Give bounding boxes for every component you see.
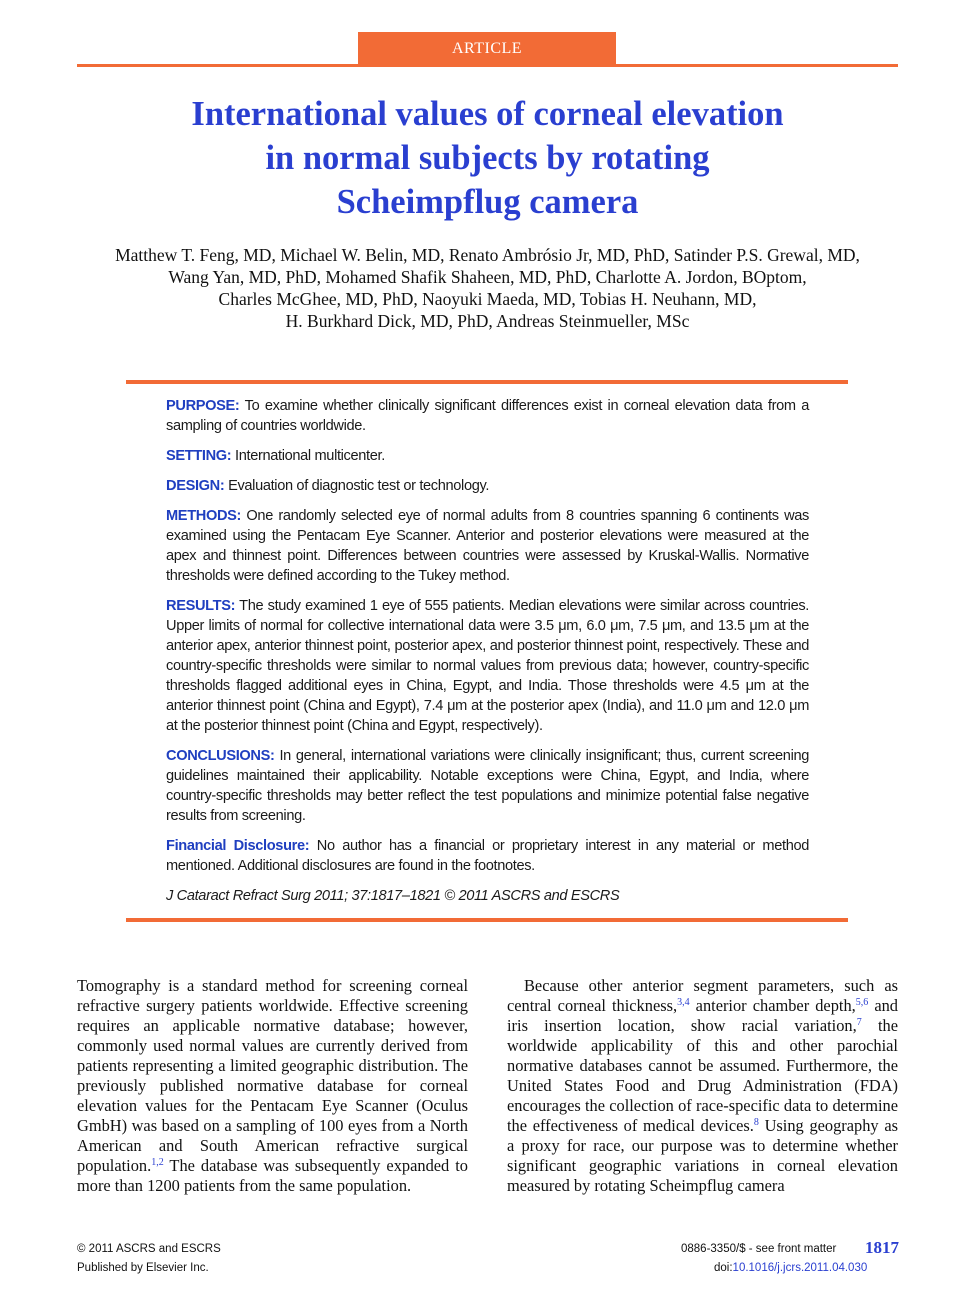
- journal-citation: J Cataract Refract Surg 2011; 37:1817–1821 © 2011 ASCRS and ESCRS: [166, 888, 620, 904]
- abstract-text: One randomly selected eye of normal adults from 8 countries spanning 6 continents was examined using the Pentacam Eye Scanner. Anterior and posterior elevations were measured at the apex and thinnest point. Differences between countries were assessed by Kruskal-Wallis. Normative thresholds were defined according to the Tukey method.: [166, 508, 809, 584]
- author-line: H. Burkhard Dick, MD, PhD, Andreas Steinmueller, MSc: [285, 311, 690, 331]
- author-line: Charles McGhee, MD, PhD, Naoyuki Maeda, MD, Tobias H. Neuhann, MD,: [218, 289, 757, 309]
- abstract-label: DESIGN:: [166, 478, 225, 494]
- footer-doi: [714, 1262, 867, 1274]
- article-title: [77, 92, 898, 224]
- header-rule: [77, 64, 898, 67]
- abstract-conclusions: [166, 746, 809, 826]
- body-column-right: [507, 976, 898, 1196]
- title-line: International values of corneal elevation: [191, 95, 784, 133]
- abstract-design: [166, 476, 809, 496]
- author-list: [60, 244, 915, 332]
- abstract-purpose: [166, 396, 809, 436]
- abstract: [166, 396, 809, 916]
- abstract-label: PURPOSE:: [166, 398, 240, 414]
- abstract-methods: [166, 506, 809, 586]
- author-line: Matthew T. Feng, MD, Michael W. Belin, MD, Renato Ambrósio Jr, MD, PhD, Satinder P.S. Grewal, MD,: [115, 245, 860, 265]
- footer-publisher: Published by Elsevier Inc.: [77, 1262, 209, 1274]
- abstract-top-rule: [126, 380, 848, 384]
- abstract-text: No author has a financial or proprietary interest in any material or method mentioned. Additional disclosures are found in the footnotes.: [166, 838, 809, 874]
- abstract-text: International multicenter.: [231, 448, 385, 464]
- reference-link[interactable]: 3,4: [677, 997, 690, 1008]
- body-text: anterior chamber depth,: [689, 996, 856, 1015]
- doi-label: doi:: [714, 1262, 733, 1274]
- abstract-results: [166, 596, 809, 736]
- abstract-text: The study examined 1 eye of 555 patients. Median elevations were similar across countries. Upper limits of normal for collective international data were 3.5 μm, 6.0 μm, 7.5 μm, and 13.5 μm at the anterior apex, anterior thinnest point, posterior apex, and posterior thinnest point, respectively. These and country-specific thresholds were similar to normal values from previous data; however, country-specific thresholds flagged additional eyes in China, Egypt, and India. Those thresholds were 4.5 μm at the anterior thinnest point (China and Egypt), 7.4 μm at the posterior apex (India), and 11.0 μm and 12.0 μm at the posterior thinnest point (China and Egypt, respectively).: [166, 598, 809, 734]
- section-tag: ARTICLE: [358, 32, 616, 64]
- body-text: Using geography as a proxy for race, our purpose was to determine whether significant geographic variations in corneal elevation measured by rotating Scheimpflug camera: [507, 1116, 898, 1195]
- title-line: Scheimpflug camera: [336, 183, 639, 221]
- page-number: 1817: [865, 1238, 899, 1257]
- abstract-text: Evaluation of diagnostic test or technology.: [224, 478, 490, 494]
- abstract-label: Financial Disclosure:: [166, 838, 310, 854]
- body-text: Because other anterior segment parameters, such as central corneal thickness,: [507, 976, 898, 1015]
- footer-issn: 0886-3350/$ - see front matter: [681, 1243, 837, 1255]
- abstract-label: RESULTS:: [166, 598, 236, 614]
- body-paragraph: [77, 976, 468, 1196]
- reference-link[interactable]: 7: [856, 1017, 862, 1028]
- reference-link[interactable]: 1,2: [151, 1157, 164, 1168]
- body-column-left: [77, 976, 468, 1196]
- body-text: Tomography is a standard method for screening corneal refractive surgery patients worldwide. Effective screening requires an applicable normative database; however, commonly used normal values are currently derived from patients representing a limited geographic distribution. The previously published normative database for corneal elevation values for the Pentacam Eye Scanner (Oculus GmbH) was based on a sampling of 100 eyes from a North American and South American refractive surgical population.: [77, 976, 468, 1175]
- reference-link[interactable]: 8: [753, 1117, 759, 1128]
- author-line: Wang Yan, MD, PhD, Mohamed Shafik Shaheen, MD, PhD, Charlotte A. Jordon, BOptom,: [168, 267, 807, 287]
- abstract-label: SETTING:: [166, 448, 232, 464]
- abstract-text: To examine whether clinically significant differences exist in corneal elevation data from a sampling of countries worldwide.: [166, 398, 809, 434]
- title-line: in normal subjects by rotating: [265, 139, 710, 177]
- abstract-bottom-rule: [126, 918, 848, 922]
- abstract-label: CONCLUSIONS:: [166, 748, 275, 764]
- abstract-setting: [166, 446, 809, 466]
- reference-link[interactable]: 5,6: [855, 997, 869, 1008]
- doi-link[interactable]: 10.1016/j.jcrs.2011.04.030: [732, 1262, 868, 1274]
- body-text: the worldwide applicability of this and other parochial normative databases cannot be assumed. Furthermore, the United States Food and Drug Administration (FDA) encourages the collection of race-specific data to determine the effectiveness of medical devices.: [507, 1016, 898, 1135]
- body-text: The database was subsequently expanded to more than 1200 patients from the same population.: [77, 1156, 468, 1195]
- body-paragraph: [507, 976, 898, 1196]
- abstract-disclosure: [166, 836, 809, 876]
- footer-copyright: © 2011 ASCRS and ESCRS: [77, 1243, 221, 1255]
- body-text: and iris insertion location, show racial variation,: [507, 996, 899, 1035]
- abstract-label: METHODS:: [166, 508, 242, 524]
- abstract-text: In general, international variations were clinically insignificant; thus, current screening guidelines maintained their applicability. Notable exceptions were China, Egypt, and India, where country-specific thresholds may better reflect the test populations and minimize potential false negative results from screening.: [166, 748, 809, 824]
